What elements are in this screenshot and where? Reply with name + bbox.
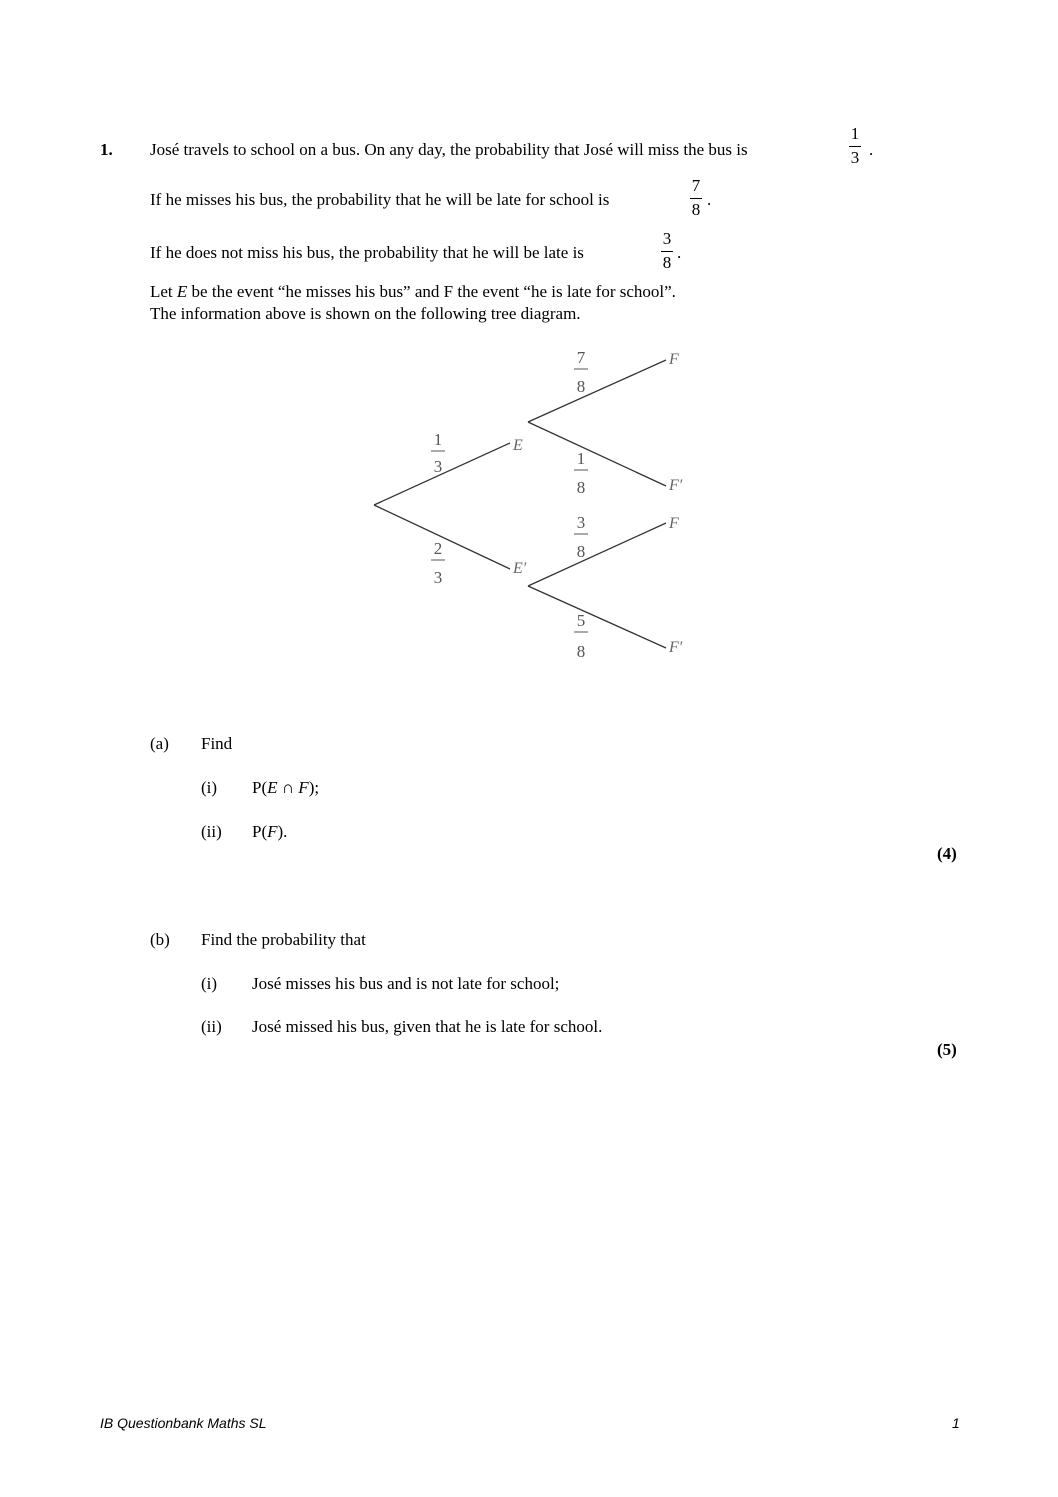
prob-e-f-numerator: 7 bbox=[576, 348, 586, 367]
expr-f: F bbox=[298, 778, 309, 797]
question-number: 1. bbox=[100, 140, 113, 159]
part-a-i-expression bbox=[252, 778, 319, 798]
part-b-ii-label: (ii) bbox=[201, 1017, 222, 1036]
part-b-ii-text: José missed his bus, given that he is late for school. bbox=[252, 1017, 603, 1036]
part-a-text: Find bbox=[201, 734, 233, 753]
part-b-text: Find the probability that bbox=[201, 930, 366, 949]
prob-e-prime-f-denominator: 8 bbox=[576, 542, 586, 561]
expr-suffix: ); bbox=[308, 778, 320, 797]
footer-page-number: 1 bbox=[952, 1415, 960, 1431]
part-a-i-label: (i) bbox=[201, 778, 218, 797]
fraction-bar bbox=[661, 251, 673, 252]
fraction-bar bbox=[690, 198, 702, 199]
branch-e-prime-f-line bbox=[528, 523, 666, 586]
question-line-4 bbox=[150, 282, 676, 302]
expr-f: F bbox=[267, 822, 278, 841]
leaf-label-f-2: F bbox=[669, 515, 679, 532]
event-e-symbol: E bbox=[176, 282, 188, 301]
prob-e-f-prime-numerator: 1 bbox=[576, 449, 586, 468]
question-line-5: The information above is shown on the following tree diagram. bbox=[150, 304, 581, 323]
expr-intersection: ∩ bbox=[277, 778, 299, 797]
part-a-label: (a) bbox=[150, 734, 169, 753]
part-a-ii-label: (ii) bbox=[201, 822, 222, 841]
question-line-1 bbox=[150, 140, 748, 160]
fraction-denominator: 8 bbox=[662, 253, 672, 272]
question-line-2: If he misses his bus, the probability that he will be late for school is bbox=[150, 190, 610, 209]
prob-e-numerator: 1 bbox=[433, 430, 443, 449]
part-b-marks: (5) bbox=[937, 1040, 957, 1059]
prob-e-f-denominator: 8 bbox=[576, 377, 586, 396]
leaf-label-f-prime-1: F′ bbox=[669, 477, 683, 494]
part-a-marks: (4) bbox=[937, 844, 957, 863]
fraction-numerator: 7 bbox=[691, 176, 701, 195]
branch-e-f-prime-line bbox=[528, 422, 666, 486]
node-label-e: E bbox=[513, 437, 523, 454]
fraction-denominator: 3 bbox=[850, 148, 860, 167]
fraction-numerator: 1 bbox=[850, 124, 860, 143]
footer-source: IB Questionbank Maths SL bbox=[100, 1415, 267, 1431]
fraction-denominator: 8 bbox=[691, 200, 701, 219]
part-b-i-label: (i) bbox=[201, 974, 218, 993]
leaf-label-f-1: F bbox=[669, 351, 679, 368]
line-3-period: . bbox=[677, 243, 682, 262]
line-2-period: . bbox=[707, 190, 712, 209]
branch-e-prime-line bbox=[374, 505, 510, 569]
part-a-ii-expression bbox=[252, 822, 287, 842]
branch-e-prime-f-prime-line bbox=[528, 586, 666, 648]
prob-e-prime-numerator: 2 bbox=[433, 539, 443, 558]
node-label-e-prime: E′ bbox=[513, 560, 527, 577]
prob-e-prime-f-prime-numerator: 5 bbox=[576, 611, 586, 630]
line-4-part-a: Let bbox=[150, 282, 177, 301]
prob-e-denominator: 3 bbox=[433, 457, 443, 476]
fraction-numerator: 3 bbox=[662, 229, 672, 248]
question-line-1-text: José travels to school on a bus. On any day, the probability that José will miss the bus is bbox=[150, 140, 748, 159]
part-b-label: (b) bbox=[150, 930, 170, 949]
line-4-part-b: be the event “he misses his bus” and F the event “he is late for school”. bbox=[187, 282, 676, 301]
fraction-seven-eighths bbox=[690, 177, 702, 219]
question-line-3: If he does not miss his bus, the probability that he will be late is bbox=[150, 243, 584, 262]
prob-e-prime-denominator: 3 bbox=[433, 568, 443, 587]
prob-e-prime-f-numerator: 3 bbox=[576, 513, 586, 532]
fraction-three-eighths bbox=[661, 230, 673, 272]
part-b-i-text: José misses his bus and is not late for school; bbox=[252, 974, 560, 993]
fraction-bar bbox=[849, 146, 861, 147]
leaf-label-f-prime-2: F′ bbox=[669, 639, 683, 656]
prob-e-f-prime-denominator: 8 bbox=[576, 478, 586, 497]
expr-e: E bbox=[267, 778, 278, 797]
expr-prefix: P( bbox=[252, 822, 268, 841]
fraction-one-third bbox=[849, 125, 861, 167]
tree-diagram bbox=[360, 340, 720, 670]
expr-suffix: ). bbox=[277, 822, 288, 841]
prob-e-prime-f-prime-denominator: 8 bbox=[576, 642, 586, 661]
expr-prefix: P( bbox=[252, 778, 268, 797]
line-1-period: . bbox=[869, 140, 874, 159]
branch-e-f-line bbox=[528, 360, 666, 422]
